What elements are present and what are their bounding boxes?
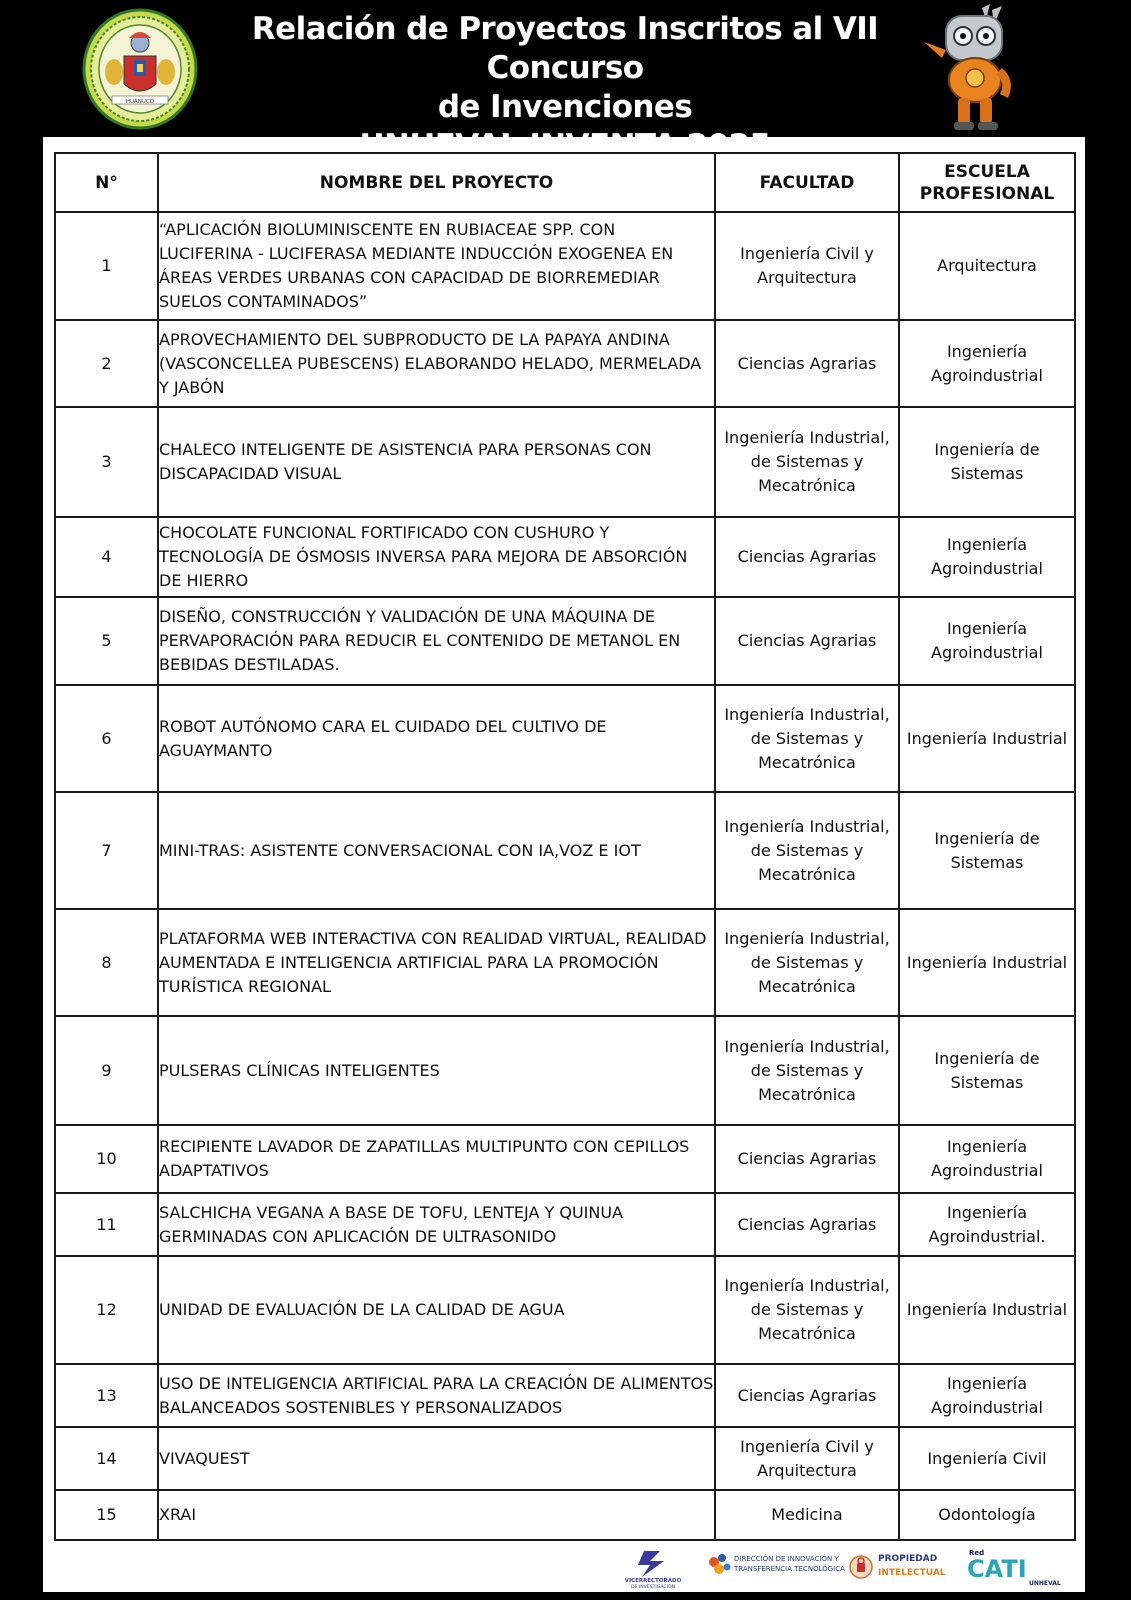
row-project: RECIPIENTE LAVADOR DE ZAPATILLAS MULTIPUNTO CON CEPILLOS ADAPTATIVOS <box>158 1125 715 1193</box>
table-row <box>55 407 1075 517</box>
row-num: 11 <box>55 1193 158 1256</box>
red-cati-logo-icon <box>965 1547 1061 1589</box>
cati-name: CATI <box>967 1555 1027 1583</box>
title-line-2: de Invenciones <box>437 89 693 125</box>
row-faculty: Ingeniería Civil y Arquitectura <box>715 212 899 320</box>
row-num: 9 <box>55 1016 158 1125</box>
row-faculty: Ciencias Agrarias <box>715 320 899 407</box>
row-school: Ingeniería Industrial <box>899 685 1075 792</box>
header-school-line-1: ESCUELA <box>944 161 1030 182</box>
seal-caption: HUÁNUCO <box>125 99 155 105</box>
page-header <box>0 0 1131 136</box>
row-faculty: Ciencias Agrarias <box>715 517 899 597</box>
row-num: 1 <box>55 212 158 320</box>
table-row <box>55 909 1075 1016</box>
title-line-1: Relación de Proyectos Inscritos al VII Concurso <box>251 11 879 86</box>
row-faculty: Ingeniería Industrial, de Sistemas y Mecatrónica <box>715 1016 899 1125</box>
row-school: Ingeniería Civil <box>899 1427 1075 1490</box>
pi-line-2: INTELECTUAL <box>878 1568 946 1578</box>
vicerrectorado-logo-icon <box>620 1547 686 1589</box>
table-row <box>55 1256 1075 1364</box>
row-project: CHOCOLATE FUNCIONAL FORTIFICADO CON CUSHURO Y TECNOLOGÍA DE ÓSMOSIS INVERSA PARA MEJORA DE ABSORCIÓN DE HIERRO <box>158 517 715 597</box>
table-row <box>55 1125 1075 1193</box>
row-num: 6 <box>55 685 158 792</box>
header-school-line-2: PROFESIONAL <box>919 183 1055 204</box>
row-num: 14 <box>55 1427 158 1490</box>
table-row <box>55 1364 1075 1427</box>
vicerrectorado-line-1: VICERRECTORADO <box>624 1578 682 1584</box>
row-faculty: Ingeniería Industrial, de Sistemas y Mecatrónica <box>715 685 899 792</box>
row-school: Ingeniería Agroindustrial <box>899 517 1075 597</box>
table-row <box>55 517 1075 597</box>
intellectual-property-logo-icon <box>848 1547 946 1589</box>
row-project: SALCHICHA VEGANA A BASE DE TOFU, LENTEJA Y QUINUA GERMINADAS CON APLICACIÓN DE ULTRASONIDO <box>158 1193 715 1256</box>
row-project: DISEÑO, CONSTRUCCIÓN Y VALIDACIÓN DE UNA MÁQUINA DE PERVAPORACIÓN PARA REDUCIR EL CONTENIDO DE METANOL EN BEBIDAS DESTILADAS. <box>158 597 715 685</box>
row-school: Ingeniería Agroindustrial. <box>899 1193 1075 1256</box>
row-project: UNIDAD DE EVALUACIÓN DE LA CALIDAD DE AGUA <box>158 1256 715 1364</box>
row-project: VIVAQUEST <box>158 1427 715 1490</box>
row-num: 2 <box>55 320 158 407</box>
table-row <box>55 212 1075 320</box>
row-school: Ingeniería Agroindustrial <box>899 1364 1075 1427</box>
header-num: N° <box>55 153 158 212</box>
robot-mascot-icon <box>920 2 1030 132</box>
header-project: NOMBRE DEL PROYECTO <box>158 153 715 212</box>
row-project: MINI-TRAS: ASISTENTE CONVERSACIONAL CON IA,VOZ E IOT <box>158 792 715 909</box>
university-seal-icon <box>82 8 198 130</box>
table-row <box>55 1193 1075 1256</box>
row-project: “APLICACIÓN BIOLUMINISCENTE EN RUBIACEAE SPP. CON LUCIFERINA - LUCIFERASA MEDIANTE INDUCCIÓN EXOGENEA EN ÁREAS VERDES URBANAS CON CAPACIDAD DE BIORREMEDIAR SUELOS CONTAMINADOS” <box>158 212 715 320</box>
table-row <box>55 685 1075 792</box>
row-faculty: Ingeniería Industrial, de Sistemas y Mecatrónica <box>715 909 899 1016</box>
row-faculty: Ciencias Agrarias <box>715 597 899 685</box>
row-project: USO DE INTELIGENCIA ARTIFICIAL PARA LA CREACIÓN DE ALIMENTOS BALANCEADOS SOSTENIBLES Y PERSONALIZADOS <box>158 1364 715 1427</box>
row-num: 15 <box>55 1490 158 1540</box>
footer-logos <box>620 1547 1070 1589</box>
row-faculty: Ingeniería Industrial, de Sistemas y Mecatrónica <box>715 1256 899 1364</box>
row-num: 5 <box>55 597 158 685</box>
cati-red-label: Red <box>969 1549 985 1557</box>
pi-line-1: PROPIEDAD <box>878 1554 938 1564</box>
innovation-direction-logo-icon <box>705 1547 845 1589</box>
row-school: Ingeniería de Sistemas <box>899 407 1075 517</box>
table-row <box>55 597 1075 685</box>
row-num: 7 <box>55 792 158 909</box>
table-row <box>55 1490 1075 1540</box>
row-faculty: Ingeniería Civil y Arquitectura <box>715 1427 899 1490</box>
row-num: 4 <box>55 517 158 597</box>
row-faculty: Ciencias Agrarias <box>715 1364 899 1427</box>
table-row <box>55 1016 1075 1125</box>
row-num: 8 <box>55 909 158 1016</box>
row-project: PULSERAS CLÍNICAS INTELIGENTES <box>158 1016 715 1125</box>
header-faculty: FACULTAD <box>715 153 899 212</box>
row-num: 3 <box>55 407 158 517</box>
row-school: Ingeniería Agroindustrial <box>899 597 1075 685</box>
row-num: 13 <box>55 1364 158 1427</box>
header-school <box>899 153 1075 212</box>
row-school: Arquitectura <box>899 212 1075 320</box>
row-faculty: Ingeniería Industrial, de Sistemas y Mecatrónica <box>715 792 899 909</box>
row-school: Ingeniería Industrial <box>899 909 1075 1016</box>
table-row <box>55 792 1075 909</box>
table-row <box>55 320 1075 407</box>
row-school: Ingeniería de Sistemas <box>899 792 1075 909</box>
row-school: Ingeniería Agroindustrial <box>899 320 1075 407</box>
dit-line-1: DIRECCIÓN DE INNOVACIÓN Y <box>734 1555 839 1563</box>
projects-table <box>54 152 1076 1541</box>
row-project: CHALECO INTELIGENTE DE ASISTENCIA PARA PERSONAS CON DISCAPACIDAD VISUAL <box>158 407 715 517</box>
row-faculty: Ingeniería Industrial, de Sistemas y Mecatrónica <box>715 407 899 517</box>
row-faculty: Ciencias Agrarias <box>715 1193 899 1256</box>
row-project: PLATAFORMA WEB INTERACTIVA CON REALIDAD VIRTUAL, REALIDAD AUMENTADA E INTELIGENCIA ARTIFICIAL PARA LA PROMOCIÓN TURÍSTICA REGIONAL <box>158 909 715 1016</box>
dit-line-2: TRANSFERENCIA TECNOLÓGICA <box>734 1565 845 1573</box>
row-school: Ingeniería Agroindustrial <box>899 1125 1075 1193</box>
row-school: Odontología <box>899 1490 1075 1540</box>
row-project: APROVECHAMIENTO DEL SUBPRODUCTO DE LA PAPAYA ANDINA (VASCONCELLEA PUBESCENS) ELABORANDO HELADO, MERMELADA Y JABÓN <box>158 320 715 407</box>
row-faculty: Ciencias Agrarias <box>715 1125 899 1193</box>
row-project: XRAI <box>158 1490 715 1540</box>
row-school: Ingeniería Industrial <box>899 1256 1075 1364</box>
row-project: ROBOT AUTÓNOMO CARA EL CUIDADO DEL CULTIVO DE AGUAYMANTO <box>158 685 715 792</box>
row-num: 12 <box>55 1256 158 1364</box>
row-num: 10 <box>55 1125 158 1193</box>
row-school: Ingeniería de Sistemas <box>899 1016 1075 1125</box>
table-header-row <box>55 153 1075 212</box>
cati-org: UNHEVAL <box>1029 1580 1061 1587</box>
vicerrectorado-line-2: DE INVESTIGACIÓN <box>630 1585 676 1590</box>
row-faculty: Medicina <box>715 1490 899 1540</box>
table-row <box>55 1427 1075 1490</box>
